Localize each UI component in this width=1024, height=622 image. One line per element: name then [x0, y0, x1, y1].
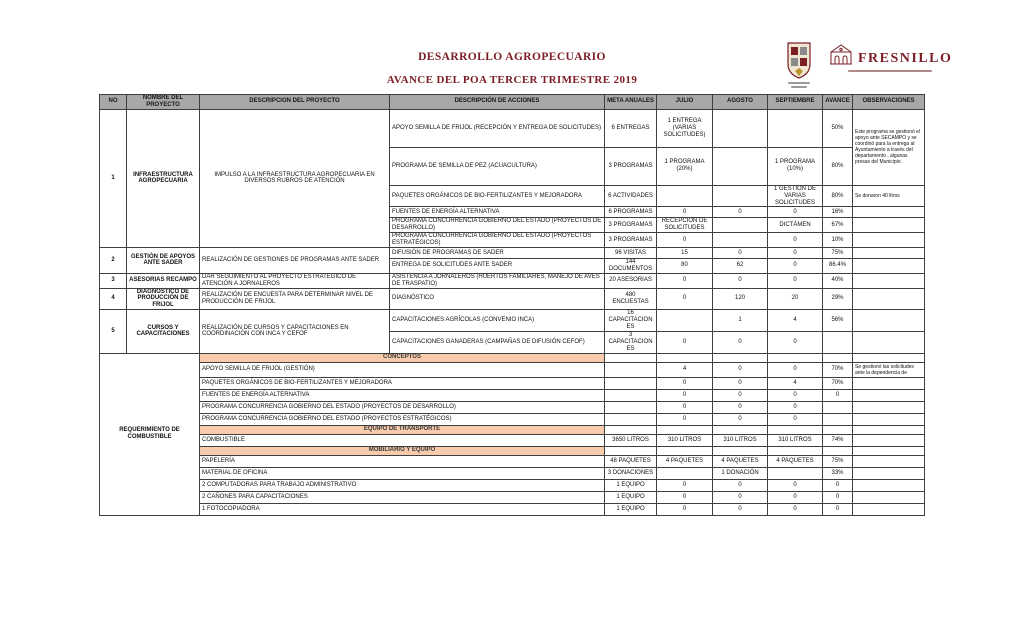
table-cell: 1 PROGRAMA (10%)	[768, 147, 823, 185]
table-cell: ASESORIAS RECAMPO	[127, 273, 200, 288]
table-cell: 33%	[823, 467, 853, 479]
table-cell	[657, 353, 713, 362]
table-cell: REQUERIMIENTO DE COMBUSTIBLE	[100, 353, 200, 515]
table-cell	[713, 233, 768, 248]
table-cell: 0	[768, 248, 823, 259]
table-cell: 0	[768, 233, 823, 248]
table-cell	[657, 310, 713, 332]
table-cell: 1 PROGRAMA (20%)	[657, 147, 713, 185]
table-cell: PAQUETES ORGÁNICOS DE BIO-FERTILIZANTES Y MEJORADORA	[200, 377, 605, 389]
table-cell: 0	[657, 273, 713, 288]
table-cell: APOYO SEMILLA DE FRIJOL (GESTIÓN)	[200, 362, 605, 377]
crest-shield-icon	[786, 42, 812, 80]
municipal-crest-icon	[786, 42, 812, 88]
table-row	[100, 401, 925, 413]
column-header: JULIO	[657, 95, 713, 110]
table-cell: 0	[657, 503, 713, 515]
table-cell	[605, 413, 657, 425]
table-cell: CURSOS Y CAPACITACIONES	[127, 310, 200, 353]
table-row	[100, 310, 925, 332]
table-cell	[713, 425, 768, 434]
table-cell: 16%	[823, 207, 853, 218]
table-cell: 15	[657, 248, 713, 259]
fresnillo-logo	[828, 42, 952, 72]
column-header: NOMBRE DEL PROYECTO	[127, 95, 200, 110]
table-cell: 0	[657, 401, 713, 413]
table-row	[100, 109, 925, 147]
table-cell	[713, 147, 768, 185]
table-cell: 0	[713, 479, 768, 491]
table-cell: 20	[768, 288, 823, 310]
report-table	[99, 94, 925, 516]
table-cell: 29%	[823, 288, 853, 310]
table-cell: 3650 LITROS	[605, 434, 657, 446]
table-cell: 0	[768, 503, 823, 515]
table-cell: 0	[823, 503, 853, 515]
table-row	[100, 248, 925, 259]
table-cell: 0	[768, 207, 823, 218]
table-cell: 74%	[823, 434, 853, 446]
table-cell	[853, 218, 925, 233]
section-band-cell: CONCEPTOS	[200, 353, 605, 362]
table-cell	[605, 425, 657, 434]
section-band-cell: EQUIPO DE TRANSPORTE	[200, 425, 605, 434]
table-cell	[713, 446, 768, 455]
table-cell: 0	[713, 389, 768, 401]
column-header: META ANUALES	[605, 95, 657, 110]
table-cell: 0	[713, 362, 768, 377]
table-cell	[853, 207, 925, 218]
table-cell: 0	[768, 259, 823, 274]
page-subtitle: AVANCE DEL POA TERCER TRIMESTRE 2019	[386, 74, 638, 86]
table-cell	[823, 401, 853, 413]
table-cell	[657, 467, 713, 479]
table-cell	[853, 288, 925, 310]
fresnillo-wordmark: FRESNILLO	[858, 51, 953, 66]
table-cell: PROGRAMA CONCURRENCIA GOBIERNO DEL ESTADO (PROYECTOS ESTRATÉGICOS)	[390, 233, 605, 248]
table-cell: 4	[100, 288, 127, 310]
column-header: DESCRIPCION DEL PROYECTO	[200, 95, 390, 110]
crest-caption-line	[788, 82, 810, 84]
column-header: AVANCE	[823, 95, 853, 110]
table-cell: 120	[713, 288, 768, 310]
table-row	[100, 362, 925, 377]
table-cell: 86.4%	[823, 259, 853, 274]
table-cell: PROGRAMA DE SEMILLA DE PEZ (ACUACULTURA)	[390, 147, 605, 185]
table-row	[100, 479, 925, 491]
table-cell: 96 VISITAS	[605, 248, 657, 259]
table-cell	[657, 185, 713, 207]
table-cell	[853, 455, 925, 467]
table-cell: 0	[823, 491, 853, 503]
table-cell: 144 DOCUMENTOS	[605, 259, 657, 274]
building-sketch-icon	[828, 42, 854, 66]
table-cell: 4	[768, 377, 823, 389]
table-cell: 80%	[823, 185, 853, 207]
table-cell: 0	[713, 248, 768, 259]
table-cell: 1 EQUIPO	[605, 503, 657, 515]
table-cell: DIAGNÓSTICO DE PRODUCCIÓN DE FRIJOL	[127, 288, 200, 310]
table-cell: GESTIÓN DE APOYOS ANTE SADER	[127, 248, 200, 274]
table-row	[100, 273, 925, 288]
table-cell	[768, 109, 823, 147]
table-cell	[853, 259, 925, 274]
table-cell	[823, 413, 853, 425]
table-cell: 4	[657, 362, 713, 377]
table-cell: REALIZACIÓN DE GESTIONES DE PROGRAMAS ANTE SADER	[200, 248, 390, 274]
table-cell: 3 PROGRAMAS	[605, 218, 657, 233]
table-cell	[605, 353, 657, 362]
table-cell: 5	[100, 310, 127, 353]
table-row	[100, 389, 925, 401]
table-cell: 1 EQUIPO	[605, 491, 657, 503]
table-cell: 0	[823, 479, 853, 491]
table-cell: 0	[713, 503, 768, 515]
table-cell: 0	[713, 491, 768, 503]
table-cell: 40%	[823, 273, 853, 288]
table-cell: 1	[713, 310, 768, 332]
table-row	[100, 413, 925, 425]
table-cell	[853, 273, 925, 288]
table-cell	[605, 401, 657, 413]
table-cell: PROGRAMA CONCURRENCIA GOBIERNO DEL ESTADO (PROYECTOS DE DESARROLLO)	[200, 401, 605, 413]
table-cell	[713, 185, 768, 207]
table-cell	[853, 425, 925, 434]
table-cell: 0	[768, 273, 823, 288]
page-title: DESARROLLO AGROPECUARIO	[418, 51, 606, 63]
table-cell: 10%	[823, 233, 853, 248]
table-cell: 310 LITROS	[713, 434, 768, 446]
table-cell: 3 PROGRAMAS	[605, 233, 657, 248]
table-cell: 0	[823, 389, 853, 401]
table-cell: MATERIAL DE OFICINA	[200, 467, 605, 479]
table-cell: Se gestionó las solicitudes ante la dependencia de	[853, 362, 925, 377]
table-row	[100, 288, 925, 310]
table-cell: 4 PAQUETES	[713, 455, 768, 467]
column-header: NO	[100, 95, 127, 110]
table-cell: 0	[657, 389, 713, 401]
table-row	[100, 491, 925, 503]
table-cell: 0	[657, 491, 713, 503]
table-cell: FUENTES DE ENERGÍA ALTERNATIVA	[390, 207, 605, 218]
table-cell: CAPACITACIONES GANADERAS (CAMPAÑAS DE DIFUSIÓN CEFOF)	[390, 331, 605, 353]
table-cell	[853, 331, 925, 353]
table-cell: 0	[657, 233, 713, 248]
table-cell: 1 ENTREGA (VARIAS SOLICITUDES)	[657, 109, 713, 147]
table-row	[100, 377, 925, 389]
table-cell	[853, 401, 925, 413]
table-cell: 0	[713, 273, 768, 288]
table-cell: 3 DONACIONES	[605, 467, 657, 479]
table-cell	[713, 109, 768, 147]
table-cell: INFRAESTRUCTURA AGROPECUARIA	[127, 109, 200, 247]
table-cell	[605, 389, 657, 401]
table-cell: 1 EQUIPO	[605, 479, 657, 491]
table-cell: 0	[713, 207, 768, 218]
table-cell: IMPULSO A LA INFRAESTRUCTURA AGROPECUARIA EN DIVERSOS RUBROS DE ATENCIÓN	[200, 109, 390, 247]
table-cell: PAPELERÍA	[200, 455, 605, 467]
table-cell: 480 ENCUESTAS	[605, 288, 657, 310]
table-cell: 0	[768, 362, 823, 377]
table-cell: DAR SEGUIMIENTO AL PROYECTO ESTRATÉGICO DE ATENCIÓN A JORNALEROS	[200, 273, 390, 288]
table-cell: 0	[768, 401, 823, 413]
table-cell	[605, 446, 657, 455]
table-cell	[853, 377, 925, 389]
table-cell	[853, 413, 925, 425]
table-cell: 310 LITROS	[768, 434, 823, 446]
table-cell	[853, 467, 925, 479]
table-cell: 2 COMPUTADORAS PARA TRABAJO ADMINISTRATIVO	[200, 479, 605, 491]
table-cell	[768, 446, 823, 455]
table-cell	[823, 353, 853, 362]
header-logos	[786, 42, 952, 88]
table-cell: PROGRAMA CONCURRENCIA GOBIERNO DEL ESTADO (PROYECTOS ESTRATÉGICOS)	[200, 413, 605, 425]
table-cell: 0	[768, 389, 823, 401]
poa-table-container	[99, 94, 925, 516]
table-cell	[853, 491, 925, 503]
table-cell: 16 CAPACITACIONES	[605, 310, 657, 332]
table-cell	[768, 425, 823, 434]
table-cell: 0	[713, 401, 768, 413]
table-cell: APOYO SEMILLA DE FRIJOL (RECEPCIÓN Y ENTREGA DE SOLICITUDES)	[390, 109, 605, 147]
table-cell: Este programa se gestionó el apoyo ante SECAMPO y se coordinó para la entrega al Ayuntamiento a través del departamento , algunas presas del Municipio.	[853, 109, 925, 185]
table-cell	[823, 331, 853, 353]
table-cell: 0	[657, 288, 713, 310]
table-cell: PROGRAMA CONCURRENCIA GOBIERNO DEL ESTADO (PROYECTOS DE DESARROLLO)	[390, 218, 605, 233]
table-cell: 4	[768, 310, 823, 332]
table-cell: 6 ENTREGAS	[605, 109, 657, 147]
table-cell: 80%	[823, 147, 853, 185]
table-cell: 3	[100, 273, 127, 288]
table-cell: FUENTES DE ENERGÍA ALTERNATIVA	[200, 389, 605, 401]
table-cell: REALIZACIÓN DE CURSOS Y CAPACITACIONES EN COORDINACIÓN CON INCA Y CEFOF	[200, 310, 390, 353]
table-cell: 0	[713, 377, 768, 389]
column-header: AGOSTO	[713, 95, 768, 110]
table-cell: 0	[713, 413, 768, 425]
table-cell: PAQUETES ORGÁNICOS DE BIO-FERTILIZANTES Y MEJORADORA	[390, 185, 605, 207]
table-cell	[605, 362, 657, 377]
table-row	[100, 353, 925, 362]
table-cell	[713, 353, 768, 362]
table-cell	[853, 389, 925, 401]
table-cell: 62	[713, 259, 768, 274]
table-row	[100, 446, 925, 455]
table-cell: 48 PAQUETES	[605, 455, 657, 467]
table-cell: Se donaron 40 litros	[853, 185, 925, 207]
table-cell: 75%	[823, 455, 853, 467]
table-cell: 56%	[823, 310, 853, 332]
table-cell	[853, 503, 925, 515]
table-cell: COMBUSTIBLE	[200, 434, 605, 446]
table-cell: 3 PROGRAMAS	[605, 147, 657, 185]
table-cell: 1 FOTOCOPIADORA	[200, 503, 605, 515]
table-cell: 50%	[823, 109, 853, 147]
column-header: DESCRIPCIÓN DE ACCIONES	[390, 95, 605, 110]
table-cell: 0	[713, 331, 768, 353]
table-cell: 6 ACTIVIDADES	[605, 185, 657, 207]
table-row	[100, 455, 925, 467]
table-cell: 67%	[823, 218, 853, 233]
table-cell	[853, 434, 925, 446]
table-cell	[605, 377, 657, 389]
table-row	[100, 503, 925, 515]
table-cell: DIAGNÓSTICO	[390, 288, 605, 310]
table-cell: 0	[657, 207, 713, 218]
table-cell: 0	[657, 377, 713, 389]
table-cell: 1 GESTIÓN DE VARIAS SOLICITUDES	[768, 185, 823, 207]
table-row	[100, 425, 925, 434]
table-cell: 4 PAQUETES	[768, 455, 823, 467]
table-cell: 4 PAQUETES	[657, 455, 713, 467]
table-cell	[713, 218, 768, 233]
table-cell: 310 LITROS	[657, 434, 713, 446]
table-cell: 0	[657, 331, 713, 353]
table-cell: 70%	[823, 377, 853, 389]
table-cell	[853, 353, 925, 362]
table-cell	[823, 446, 853, 455]
table-cell: 2 CAÑONES PARA CAPACITACIONES	[200, 491, 605, 503]
table-cell	[657, 446, 713, 455]
table-cell: 0	[768, 479, 823, 491]
fresnillo-tagline-line	[848, 70, 932, 72]
table-cell: 20 ASESORIAS	[605, 273, 657, 288]
table-cell	[853, 248, 925, 259]
table-cell: ASISTENCIA A JORNALEROS (HUERTOS FAMILIARES, MANEJO DE AVES DE TRASPATIO)	[390, 273, 605, 288]
section-band-cell: MOBILIARIO Y EQUIPO	[200, 446, 605, 455]
table-cell	[657, 425, 713, 434]
table-cell: 1 DONACIÓN	[713, 467, 768, 479]
table-cell: CAPACITACIONES AGRÍCOLAS (CONVENIO INCA)	[390, 310, 605, 332]
table-cell	[853, 479, 925, 491]
table-row	[100, 434, 925, 446]
table-cell	[853, 310, 925, 332]
table-cell: 80	[657, 259, 713, 274]
table-cell	[768, 353, 823, 362]
column-header: OBSERVACIONES	[853, 95, 925, 110]
table-cell	[768, 467, 823, 479]
column-header: SEPTIEMBRE	[768, 95, 823, 110]
table-cell: 3 CAPACITACIONES	[605, 331, 657, 353]
header-row	[100, 95, 925, 110]
table-row	[100, 467, 925, 479]
table-cell: 0	[657, 413, 713, 425]
table-cell: 1	[100, 109, 127, 247]
table-cell: 75%	[823, 248, 853, 259]
table-cell: 2	[100, 248, 127, 274]
table-cell: 6 PROGRAMAS	[605, 207, 657, 218]
crest-caption-line	[791, 86, 807, 88]
table-cell: DICTÁMEN	[768, 218, 823, 233]
table-cell	[853, 446, 925, 455]
table-cell: RECEPCIÓN DE SOLICITUDES	[657, 218, 713, 233]
table-cell: DIFUSIÓN DE PROGRAMAS DE SADER	[390, 248, 605, 259]
table-cell: 0	[768, 413, 823, 425]
table-cell: REALIZACIÓN DE ENCUESTA PARA DETERMINAR NIVEL DE PRODUCCIÓN DE FRIJOL	[200, 288, 390, 310]
table-cell: 0	[768, 331, 823, 353]
table-cell: ENTREGA DE SOLICITUDES ANTE SADER	[390, 259, 605, 274]
table-cell: 0	[768, 491, 823, 503]
table-cell	[853, 233, 925, 248]
table-cell: 0	[657, 479, 713, 491]
table-cell: 70%	[823, 362, 853, 377]
table-cell	[823, 425, 853, 434]
